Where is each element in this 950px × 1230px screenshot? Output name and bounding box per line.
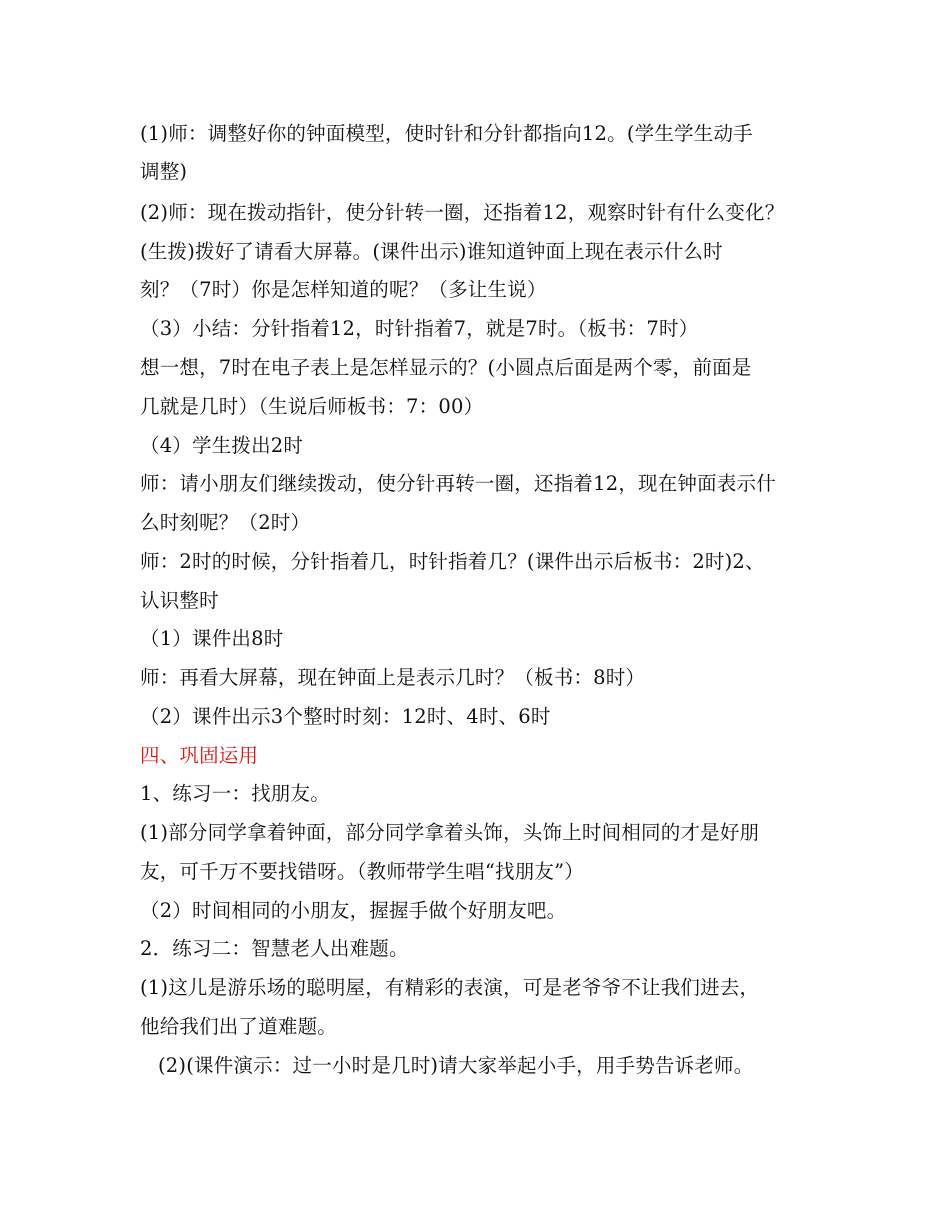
- paragraph-line: 1、练习一：找朋友。: [140, 782, 330, 805]
- paragraph-line: 师：2时的时候，分针指着几，时针指着几？(课件出示后板书：2时)2、: [140, 550, 765, 573]
- paragraph-line: （3）小结：分针指着12，时针指着7，就是7时。（板书：7时）: [140, 317, 699, 340]
- paragraph-line: 刻？（7时）你是怎样知道的呢？（多让生说）: [140, 278, 547, 301]
- paragraph-line: 2．练习二：智慧老人出难题。: [140, 937, 409, 960]
- section-heading: 四、巩固运用: [140, 744, 259, 767]
- paragraph-line: 几就是几时）（生说后师板书：7：00）: [140, 395, 484, 418]
- paragraph-line: （1）课件出8时: [140, 627, 284, 650]
- paragraph-line: 他给我们出了道难题。: [140, 1015, 338, 1038]
- paragraph-line: (生拨)拨好了请看大屏幕。(课件出示)谁知道钟面上现在表示什么时: [140, 240, 723, 263]
- paragraph-line: 么时刻呢？（2时）: [140, 511, 311, 534]
- paragraph-line: (1)这儿是游乐场的聪明屋，有精彩的表演，可是老爷爷不让我们进去，: [140, 976, 760, 999]
- paragraph-line: (2)师：现在拨动指针，使分针转一圈，还指着12，观察时针有什么变化？: [140, 201, 785, 224]
- paragraph-line: （4）学生拨出2时: [140, 434, 304, 457]
- paragraph-line: （2）时间相同的小朋友，握握手做个好朋友吧。: [140, 899, 567, 922]
- paragraph-line: (2)(课件演示：过一小时是几时)请大家举起小手，用手势告诉老师。: [158, 1054, 754, 1077]
- paragraph-line: 友，可千万不要找错呀。（教师带学生唱“找朋友”）: [140, 860, 584, 883]
- paragraph-line: 认识整时: [140, 589, 219, 612]
- paragraph-line: 师：再看大屏幕，现在钟面上是表示几时？（板书：8时）: [140, 666, 646, 689]
- paragraph-line: (1)部分同学拿着钟面，部分同学拿着头饰，头饰上时间相同的才是好朋: [140, 821, 760, 844]
- paragraph-line: 想一想，7时在电子表上是怎样显示的？(小圆点后面是两个零，前面是: [140, 356, 752, 379]
- paragraph-line: 师：请小朋友们继续拨动，使分针再转一圈，还指着12，现在钟面表示什: [140, 472, 776, 495]
- paragraph-line: 调整): [140, 160, 188, 183]
- paragraph-line: （2）课件出示3个整时时刻：12时、4时、6时: [140, 705, 551, 728]
- paragraph-line: (1)师：调整好你的钟面模型，使时针和分针都指向12。(学生学生动手: [140, 122, 753, 145]
